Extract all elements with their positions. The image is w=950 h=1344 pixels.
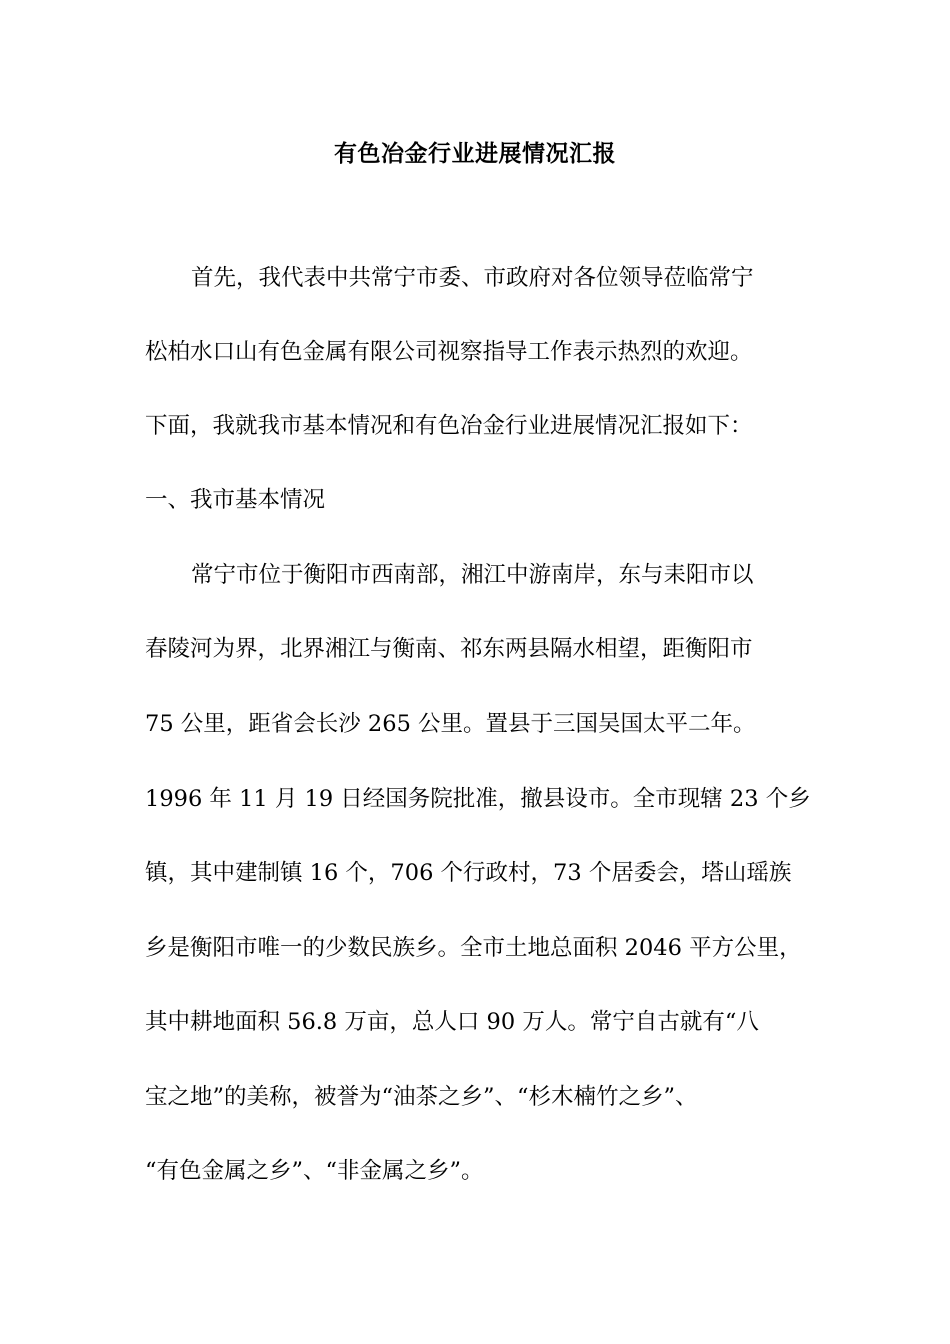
paragraph-line: 乡是衡阳市唯一的少数民族乡。全市土地总面积 2046 平方公里， — [145, 935, 802, 961]
section-heading: 一、我市基本情况 — [145, 487, 326, 513]
paragraph-line: 松柏水口山有色金属有限公司视察指导工作表示热烈的欢迎。 — [145, 339, 753, 365]
paragraph-line: 宝之地”的美称，被誉为“油茶之乡”、“杉木楠竹之乡”、 — [145, 1084, 698, 1110]
paragraph-line: 其中耕地面积 56.8 万亩，总人口 90 万人。常宁自古就有“八 — [145, 1009, 759, 1035]
paragraph-line: 春陵河为界，北界湘江与衡南、祁东两县隔水相望，距衡阳市 — [145, 636, 753, 662]
paragraph-line: 镇，其中建制镇 16 个，706 个行政村，73 个居委会，塔山瑶族 — [145, 860, 792, 886]
paragraph-line: 75 公里，距省会长沙 265 公里。置县于三国吴国太平二年。 — [145, 711, 756, 737]
paragraph-line: “有色金属之乡”、“非金属之乡”。 — [145, 1158, 484, 1184]
paragraph-line: 1996 年 11 月 19 日经国务院批准，撤县设市。全市现辖 23 个乡 — [145, 786, 811, 812]
paragraph-line: 下面，我就我市基本情况和有色冶金行业进展情况汇报如下： — [145, 413, 753, 439]
paragraph-line: 首先，我代表中共常宁市委、市政府对各位领导莅临常宁 — [191, 265, 754, 291]
document-title: 有色冶金行业进展情况汇报 — [334, 141, 616, 167]
paragraph-line: 常宁市位于衡阳市西南部，湘江中游南岸，东与耒阳市以 — [191, 562, 754, 588]
